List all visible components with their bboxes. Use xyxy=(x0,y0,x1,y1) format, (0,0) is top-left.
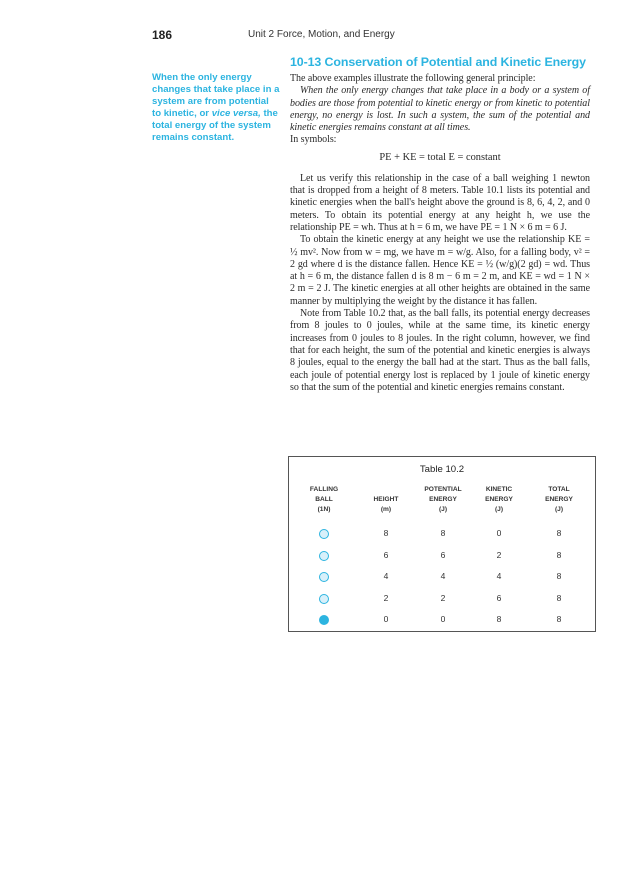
column-header-line: HEIGHT xyxy=(373,496,399,503)
cell-pe: 8 xyxy=(440,528,446,538)
principle-statement: When the only energy changes that take place in a body or a system of bodies are those from potential to kinetic energy or from kinetic to potential energy, no energy is lost. In such a system, the sum of the potential and kinetic energies remains constant at all times. xyxy=(290,85,590,134)
margin-note xyxy=(152,72,280,144)
energy-equation: PE + KE = total E = constant xyxy=(379,151,501,163)
margin-note-text: When the only energy changes that take place in a system are from potential to kinetic, or xyxy=(152,72,280,119)
column-header-line: ENERGY xyxy=(485,496,513,503)
column-header-line: POTENTIAL xyxy=(424,486,462,493)
column-header-line xyxy=(356,485,416,495)
column-header-col-total xyxy=(529,485,589,515)
symbols-lead: In symbols: xyxy=(290,134,337,146)
cell-ke: 0 xyxy=(496,528,502,538)
ball-icon xyxy=(319,594,329,604)
cell-total: 8 xyxy=(556,549,562,560)
energy-table xyxy=(288,456,596,632)
ball-icon xyxy=(319,529,329,539)
column-header-line: (m) xyxy=(380,506,392,513)
column-header-line: KINETIC xyxy=(485,486,513,493)
principle-paragraph xyxy=(290,73,590,147)
cell-ke: 4 xyxy=(496,571,502,581)
cell-height: 6 xyxy=(383,549,389,560)
paragraph-kinetic: To obtain the kinetic energy at any height we use the relationship KE = ½ mv². Now from w = mg, we have m = w/g. Also, for a falling body, v² = 2 gd where d is the distance fallen. Hence KE = ½ (w/g)(2 gd) = wd. Thus at h = 6 m, the distance fallen d is 8 m − 6 m = 2 m, and KE = wd = 1 N × 2 m = 2 J. The kinetic energies at all other heights are obtained in the same manner by multiplying the weight by the distance it has fallen. xyxy=(290,234,590,307)
column-header-line: ENERGY xyxy=(429,496,457,503)
paragraph-potential: Let us verify this relationship in the case of a ball weighing 1 newton that is dropped from a height of 8 meters. Table 10.1 lists its potential and kinetic energies when the ball's height above the ground is 8, 6, 4, 2, and 0 meters. To obtain its potential energy at any height h, we use the relationship PE = wh. Thus at h = 6 m, we have PE = 1 N × 6 m = 6 J. xyxy=(290,172,590,233)
cell-height: 2 xyxy=(383,592,389,603)
column-header-col-ball xyxy=(294,485,354,515)
cell-total: 8 xyxy=(556,528,562,538)
table-row xyxy=(289,592,595,612)
cell-height: 0 xyxy=(383,614,389,624)
section-title: 10-13 Conservation of Potential and Kinetic Energy xyxy=(290,55,586,69)
column-header-line: FALLING xyxy=(309,486,339,493)
cell-pe: 4 xyxy=(440,571,446,581)
paragraph-conclusion: Note from Table 10.2 that, as the ball falls, its potential energy decreases from 8 joules to 0 joules, while at the same time, its kinetic energy increases from 0 joules to 8 joules. In the right column, however, we find that for each height, the sum of the potential and kinetic energies is always 8 joules, equal to the energy the ball had at the start. Thus as the ball falls, each joule of potential energy lost is replaced by 1 joule of kinetic energy so that the sum of the potential and kinetic energies remains constant. xyxy=(290,308,590,393)
page-number: 186 xyxy=(152,28,173,42)
column-header-line: (J) xyxy=(494,506,504,513)
ball-icon xyxy=(319,615,329,625)
column-header-line: ENERGY xyxy=(545,496,573,503)
ball-icon xyxy=(319,572,329,582)
page-header xyxy=(152,28,612,44)
ball-icon xyxy=(319,551,329,561)
cell-total: 8 xyxy=(556,592,562,603)
column-header-line: BALL xyxy=(315,496,333,503)
column-header-line: TOTAL xyxy=(548,486,570,493)
column-header-line: (J) xyxy=(554,506,564,513)
cell-height: 8 xyxy=(383,528,389,538)
column-header-col-height xyxy=(356,485,416,515)
column-header-col-potential xyxy=(413,485,473,515)
table-row xyxy=(289,613,595,633)
intro-sentence: The above examples illustrate the following general principle: xyxy=(290,73,536,84)
cell-pe: 2 xyxy=(440,592,446,603)
column-header-line: (1N) xyxy=(317,506,331,513)
table-row xyxy=(289,527,595,547)
margin-note-text-end: the total energy of the system remains constant. xyxy=(152,108,278,143)
table-row xyxy=(289,570,595,590)
running-head: Unit 2 Force, Motion, and Energy xyxy=(248,29,395,40)
cell-ke: 8 xyxy=(496,614,502,624)
cell-ke: 6 xyxy=(496,592,502,603)
column-header-line: (J) xyxy=(438,506,448,513)
table-row xyxy=(289,549,595,569)
column-header-col-kinetic xyxy=(469,485,529,515)
cell-total: 8 xyxy=(556,571,562,581)
main-column xyxy=(290,55,590,394)
cell-pe: 0 xyxy=(440,614,446,624)
table-title: Table 10.2 xyxy=(419,464,465,475)
cell-total: 8 xyxy=(556,614,562,624)
cell-ke: 2 xyxy=(496,549,502,560)
cell-pe: 6 xyxy=(440,549,446,560)
cell-height: 4 xyxy=(383,571,389,581)
margin-note-emphasis: vice versa, xyxy=(211,108,261,119)
